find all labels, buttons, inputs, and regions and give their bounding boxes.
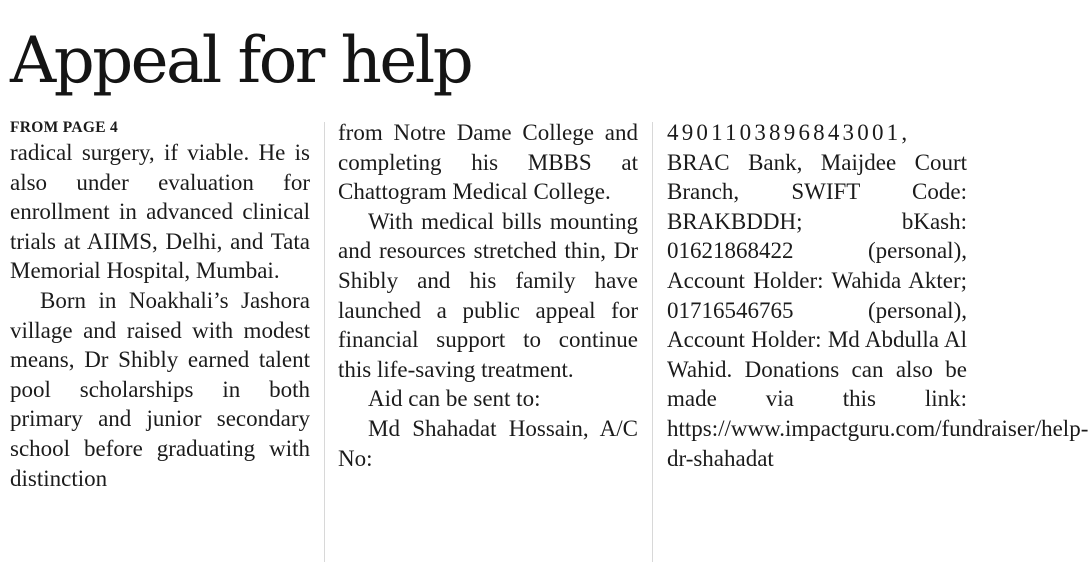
paragraph: radical surgery, if viable. He is also under evaluation for enrollment in advanced clinical trials at AIIMS, Delhi, and Tata Memorial Hospital, Mumbai.	[10, 140, 310, 284]
article-column-2	[338, 118, 638, 570]
article-column-3	[667, 118, 1088, 570]
paragraph: With medical bills mounting and resources stretched thin, Dr Shibly and his family have launched a public appeal for financial support to continue this life-saving treatment.	[338, 208, 638, 382]
column-divider	[324, 122, 325, 562]
column-divider	[652, 122, 653, 562]
article-column-1	[10, 118, 310, 570]
account-number-value: 4901103896843001,	[667, 120, 911, 145]
account-number	[667, 118, 967, 148]
paragraph: BRAC Bank, Maijdee Court Branch, SWIFT Code: BRAKBDDH; bKash: 01621868422 (personal), Account Holder: Wahida Akter; 01716546765 (personal), Account Holder: Md Abdulla Al Wahid. Donations can also be made via this link: https://www.impactguru.com/fundraiser/help-dr-shahadat	[667, 149, 1088, 471]
continuation-kicker: FROM PAGE 4	[10, 119, 119, 136]
paragraph: from Notre Dame College and completing his MBBS at Chattogram Medical College.	[338, 120, 638, 205]
paragraph: Born in Noakhali’s Jashora village and raised with modest means, Dr Shibly earned talent pool scholarships in both primary and junior secondary school before graduating with distinction	[10, 287, 310, 491]
paragraph: Md Shahadat Hossain, A/C No:	[338, 415, 638, 471]
headline: Appeal for help	[10, 24, 472, 98]
paragraph: Aid can be sent to:	[368, 386, 541, 412]
